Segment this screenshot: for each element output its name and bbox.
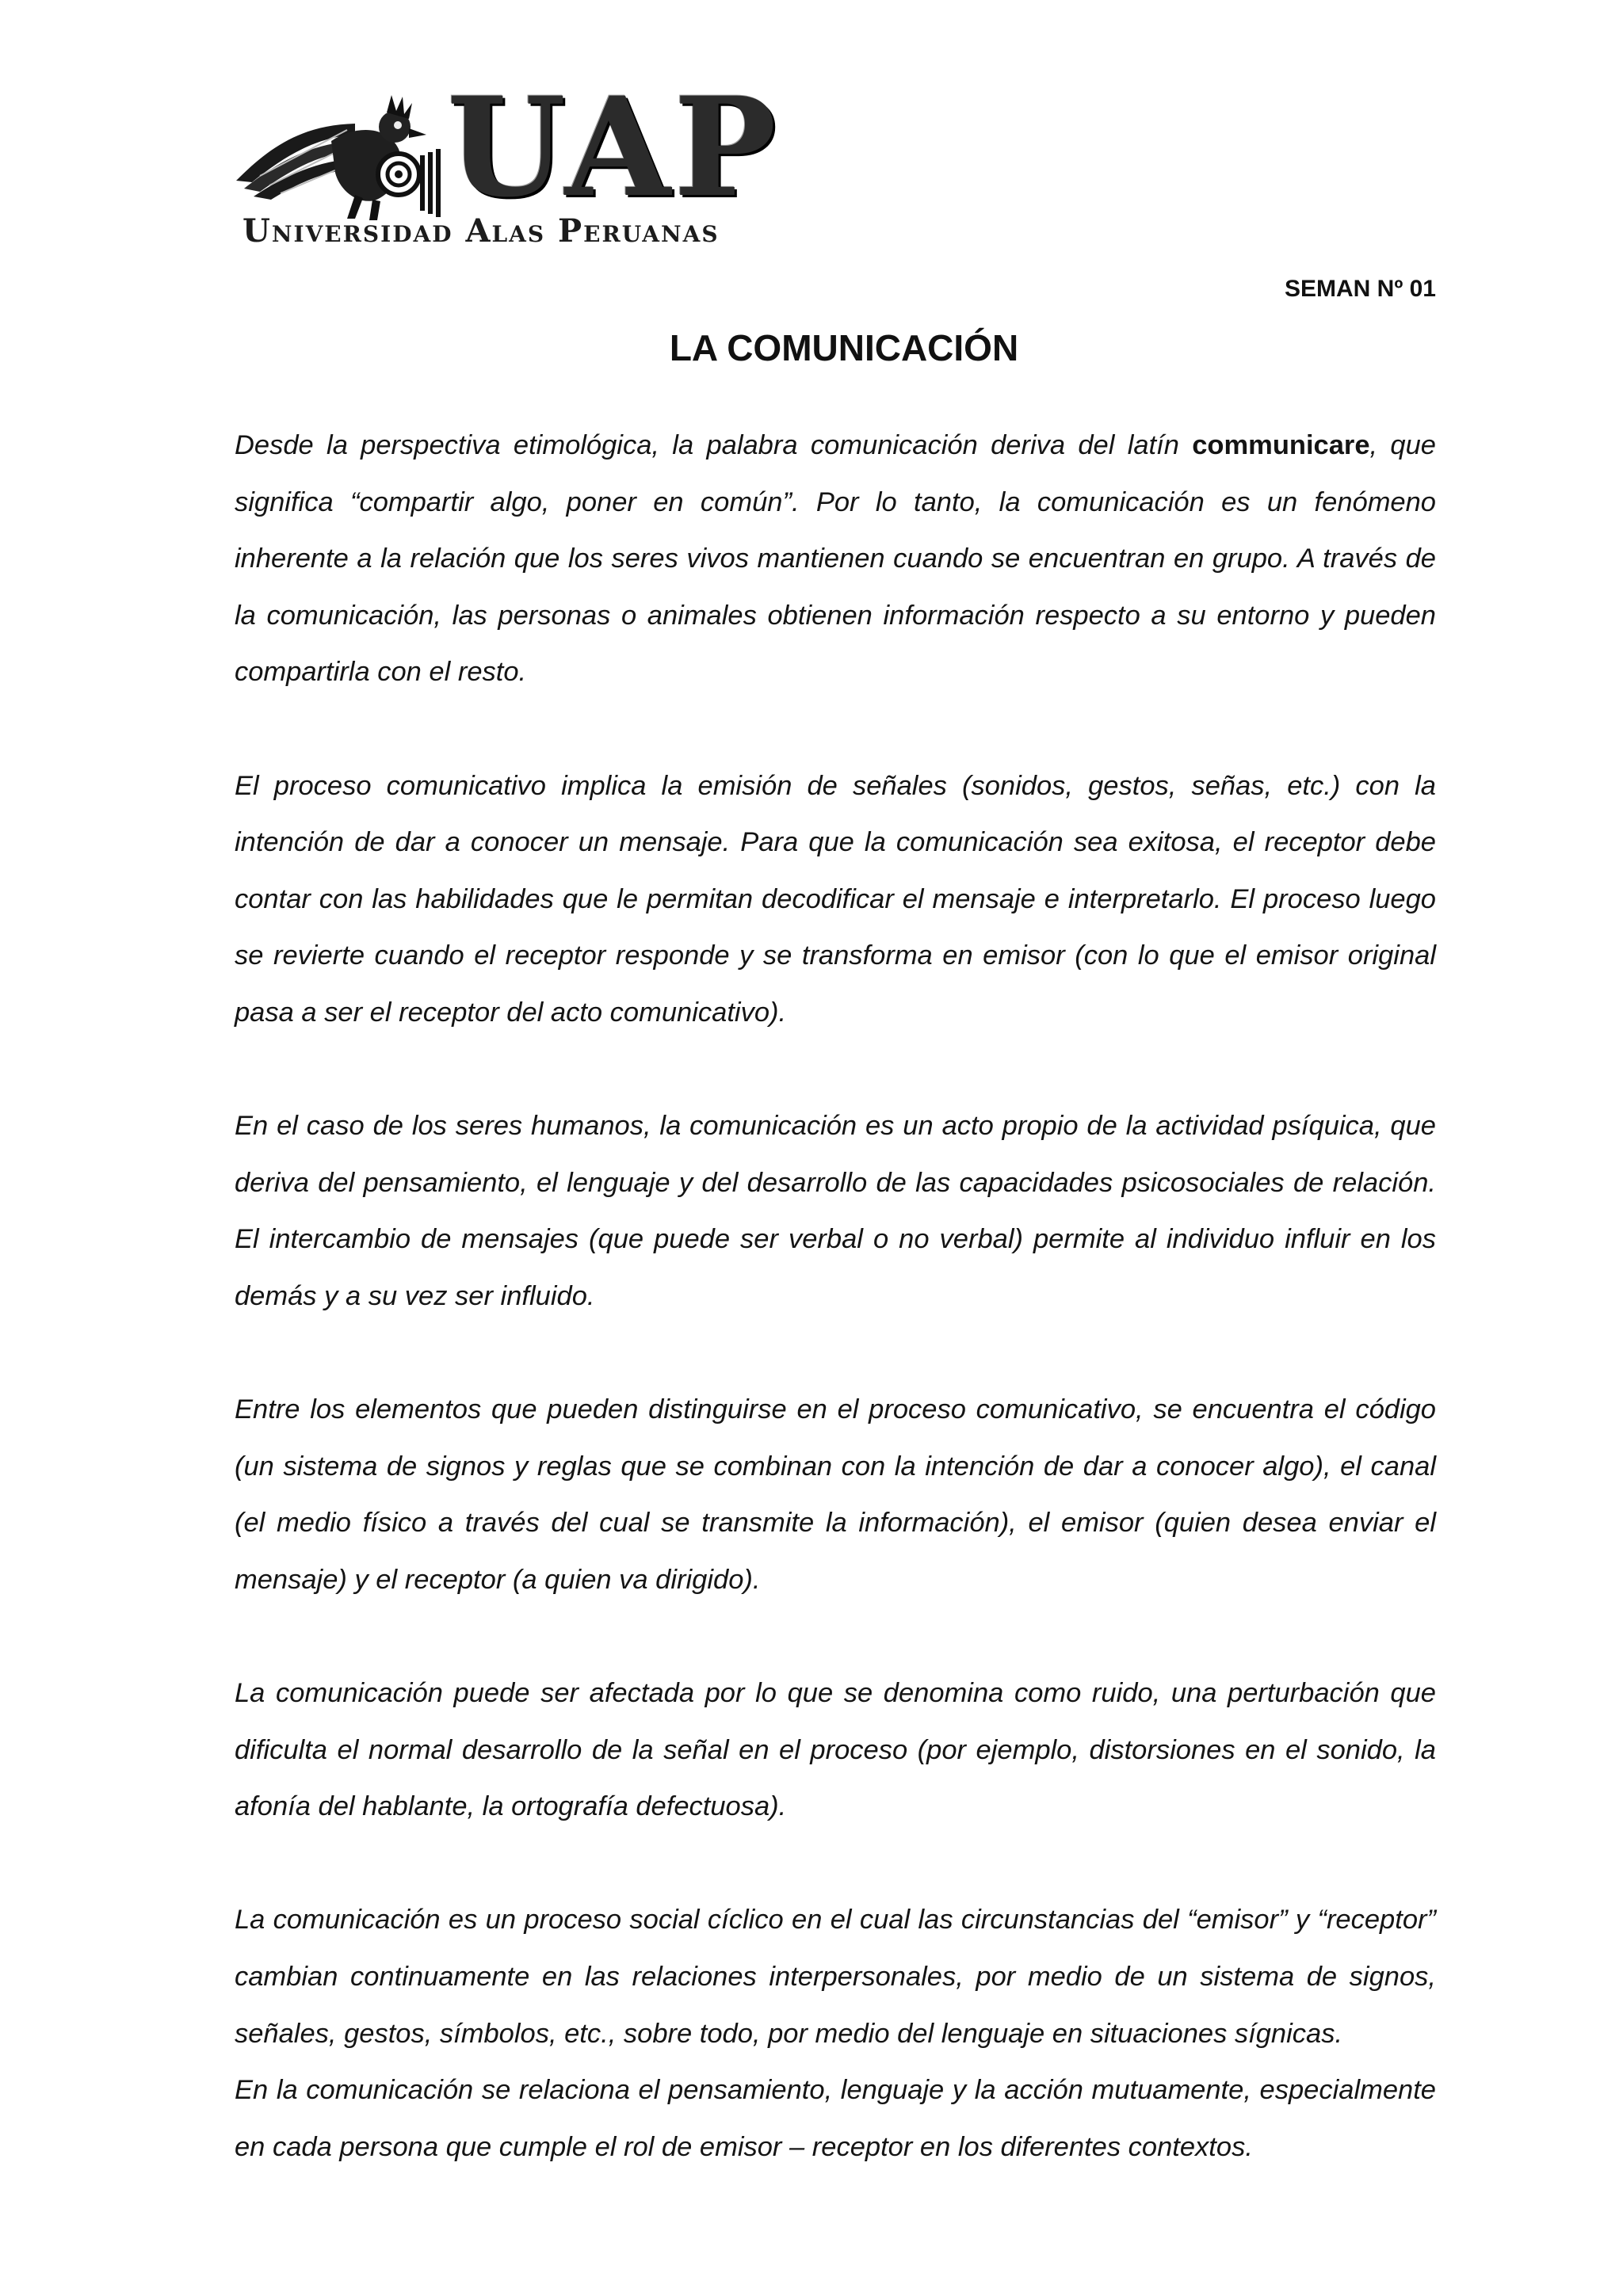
- document-body: [235, 418, 1436, 2176]
- paragraph-etymology: [235, 418, 1436, 701]
- paragraph-text: Desde la perspectiva etimológica, la palabra comunicación deriva del latín: [235, 430, 1193, 460]
- paragraph-humans: En el caso de los seres humanos, la comunicación es un acto propio de la actividad psíquica, que deriva del pensamiento, el lenguaje y del desarrollo de las capacidades psicosociales de relación. El intercambio de mensajes (que puede ser verbal o no verbal) permite al individuo influir en los demás y a su vez ser influido.: [235, 1111, 1436, 1311]
- paragraph-noise: La comunicación puede ser afectada por lo que se denomina como ruido, una perturbación que dificulta el normal desarrollo de la señal en el proceso (por ejemplo, distorsiones en el sonido, la afonía del hablante, la ortografía defectuosa).: [235, 1678, 1436, 1822]
- university-logo: [236, 67, 780, 250]
- paragraph-text: , que significa “compartir algo, poner en común”. Por lo tanto, la comunicación es un fenómeno inherente a la relación que los seres vivos mantienen cuando se encuentran en grupo. A través de la comunicación, las personas o animales obtienen información respecto a su entorno y pueden compartirla con el resto.: [235, 430, 1436, 688]
- logo-subtitle: Universidad Alas Peruanas: [242, 212, 720, 250]
- document-title: LA COMUNICACIÓN: [669, 327, 1019, 368]
- week-label: SEMAN Nº 01: [1284, 276, 1436, 302]
- logo-letters: UAP: [447, 67, 780, 227]
- paragraph-relation: En la comunicación se relaciona el pensamiento, lenguaje y la acción mutuamente, especialmente en cada persona que cumple el rol de emisor – receptor en los diferentes contextos.: [235, 2075, 1436, 2162]
- paragraph-process: El proceso comunicativo implica la emisión de señales (sonidos, gestos, señas, etc.) con la intención de dar a conocer un mensaje. Para que la comunicación sea exitosa, el receptor debe contar con las habilidades que le permitan decodificar el mensaje e interpretarlo. El proceso luego se revierte cuando el receptor responde y se transforma en emisor (con lo que el emisor original pasa a ser el receptor del acto comunicativo).: [235, 770, 1436, 1028]
- paragraph-cyclic: La comunicación es un proceso social cíclico en el cual las circunstancias del “emisor” y “receptor” cambian continuamente en las relaciones interpersonales, por medio de un sistema de signos, señales, gestos, símbolos, etc., sobre todo, por medio del lenguaje en situaciones sígnicas.: [235, 1905, 1436, 2049]
- paragraph-elements: Entre los elementos que pueden distinguirse en el proceso comunicativo, se encuentra el código (un sistema de signos y reglas que se combinan con la intención de dar a conocer algo), el canal (el medio físico a través del cual se transmite la información), el emisor (quien desea enviar el mensaje) y el receptor (a quien va dirigido).: [235, 1394, 1436, 1595]
- latin-term: communicare: [1192, 430, 1370, 460]
- condor-bird-icon: [236, 93, 444, 220]
